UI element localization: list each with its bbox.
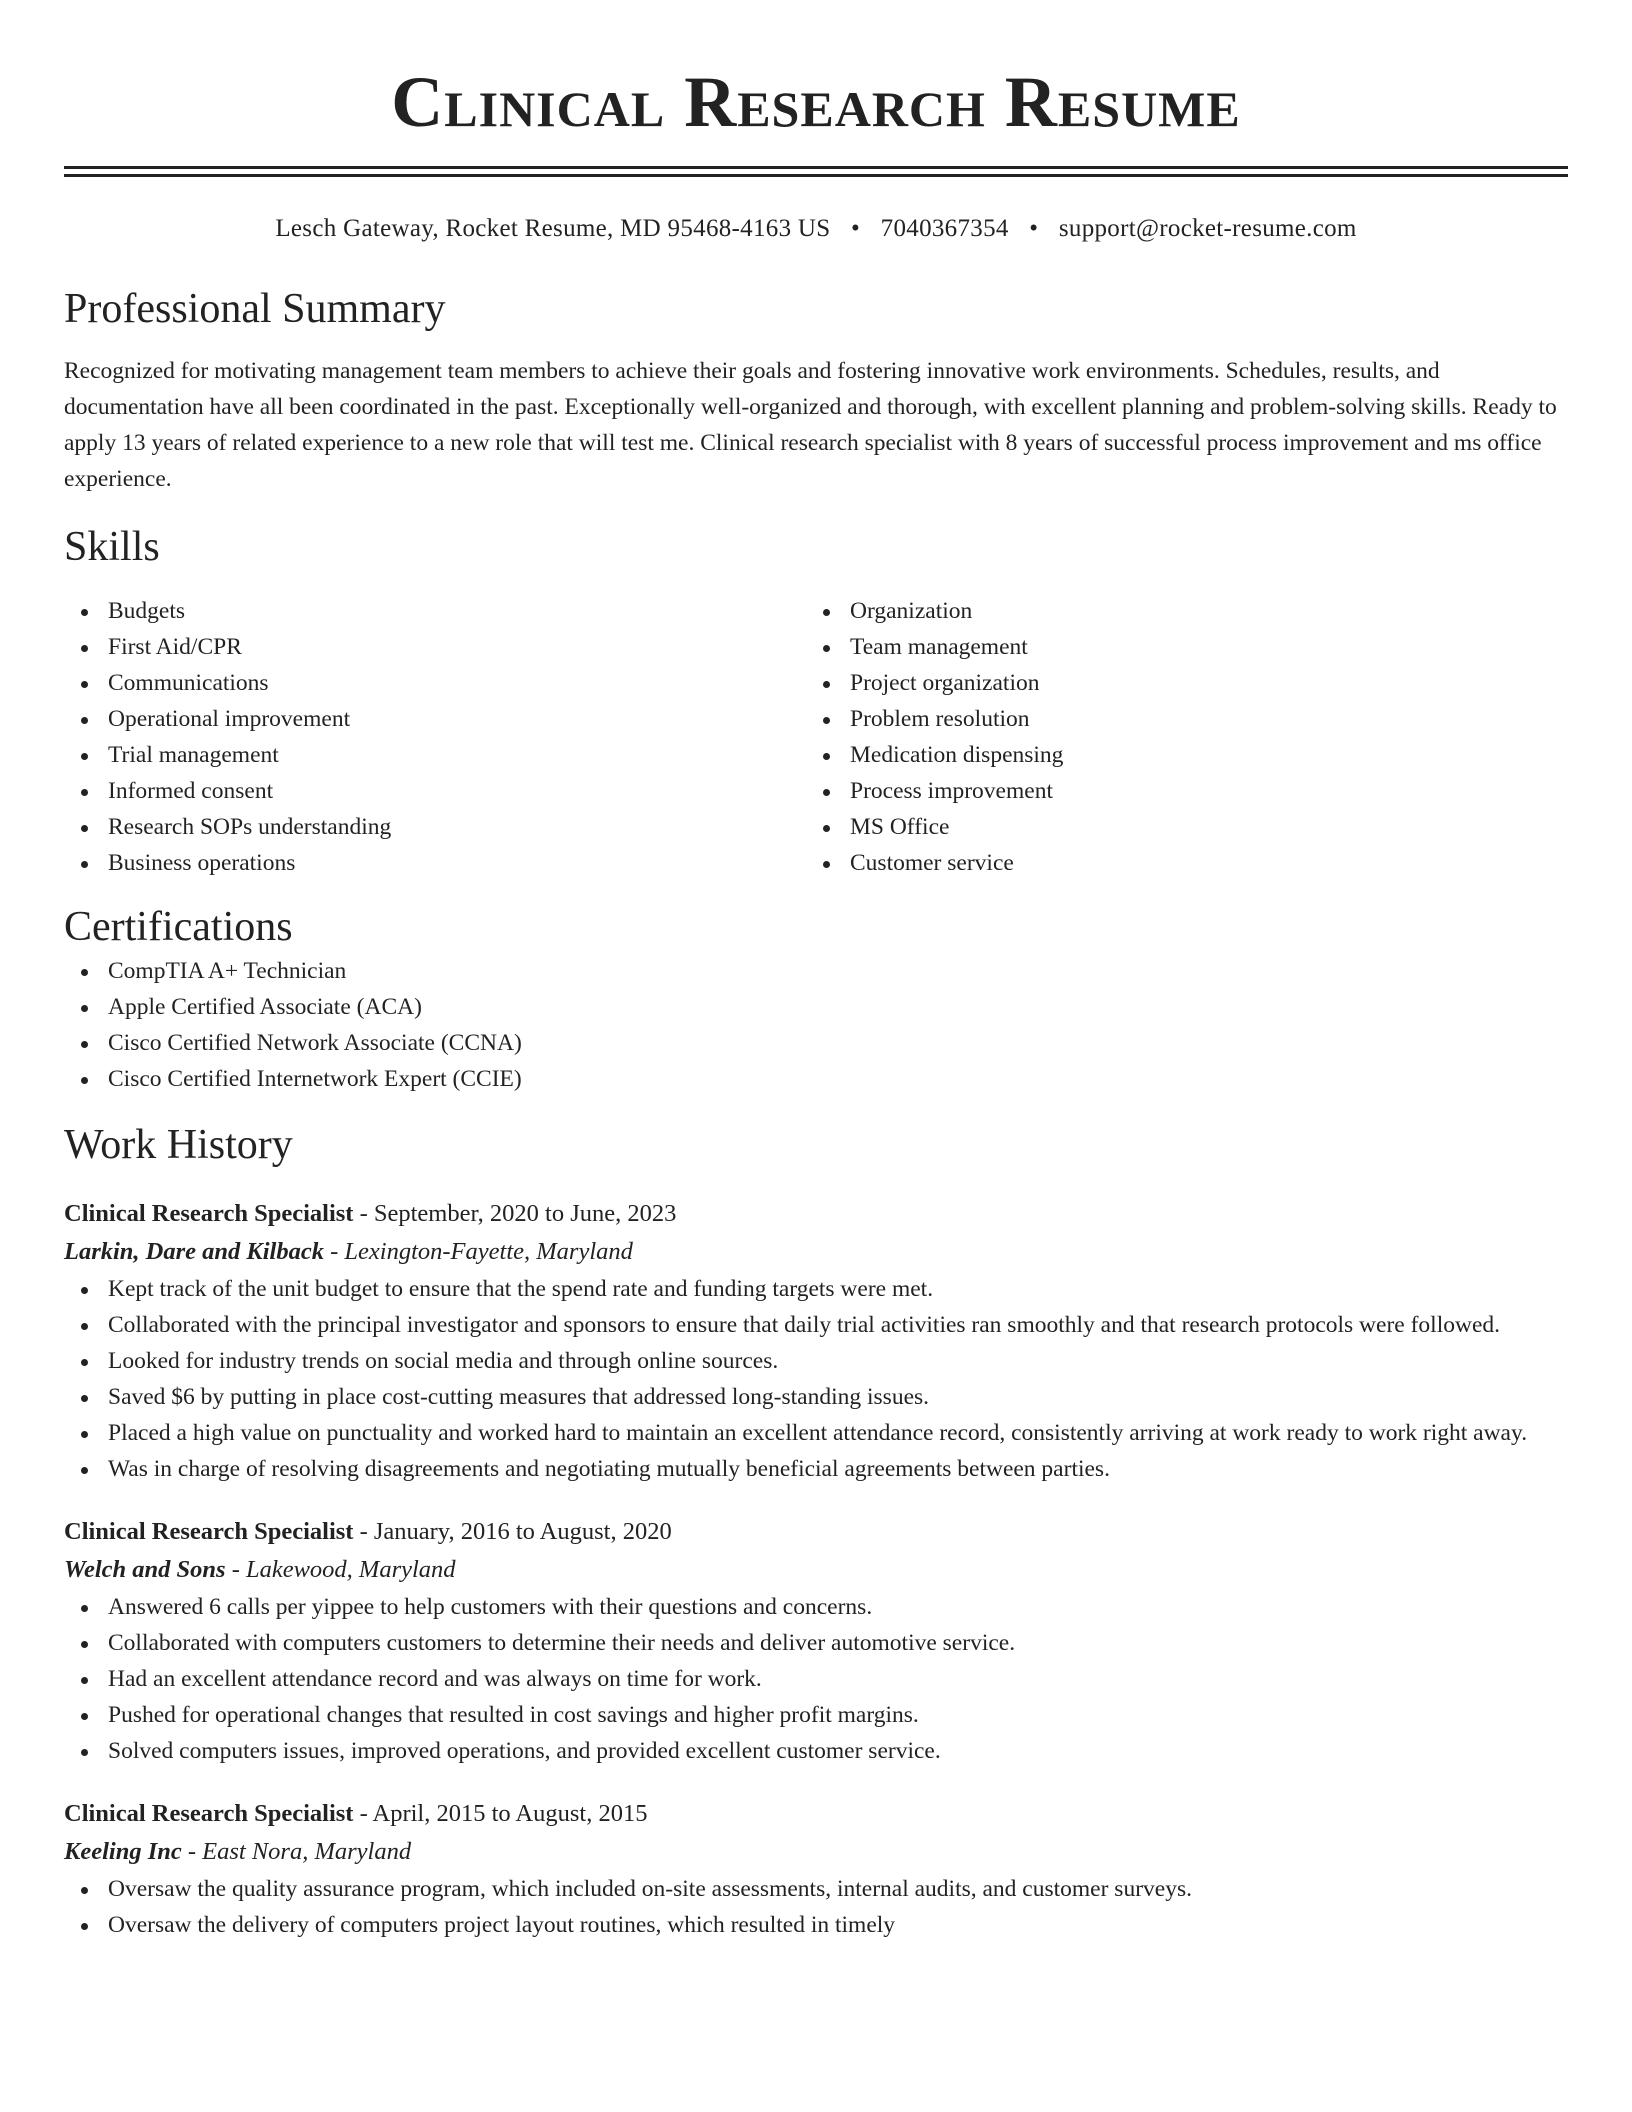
job-title-line	[64, 1513, 1568, 1551]
certification-item: Apple Certified Associate (ACA)	[64, 989, 1568, 1025]
job-title-line	[64, 1795, 1568, 1833]
skill-item: Medication dispensing	[806, 737, 1548, 773]
job-duty-item: Oversaw the delivery of computers project layout routines, which resulted in timely	[64, 1907, 1568, 1943]
job-duty-item: Was in charge of resolving disagreements and negotiating mutually beneficial agreements between parties.	[64, 1451, 1568, 1487]
contact-separator: •	[851, 215, 861, 242]
job-dates: - January, 2016 to August, 2020	[353, 1518, 672, 1545]
job-title: Clinical Research Specialist	[64, 1200, 354, 1227]
job-duty-item: Saved $6 by putting in place cost-cutting measures that addressed long-standing issues.	[64, 1379, 1568, 1415]
job-company: Larkin, Dare and Kilback	[64, 1238, 324, 1265]
job-company-line	[64, 1233, 1568, 1271]
skills-column-right	[806, 593, 1548, 881]
skill-item: Budgets	[64, 593, 806, 629]
job-entry	[64, 1195, 1568, 1487]
job-location: - Lexington-Fayette, Maryland	[324, 1238, 633, 1265]
job-company: Keeling Inc	[64, 1838, 182, 1865]
header-divider	[64, 166, 1568, 177]
certification-item: Cisco Certified Network Associate (CCNA)	[64, 1025, 1568, 1061]
skill-item: Organization	[806, 593, 1548, 629]
job-entry	[64, 1795, 1568, 1943]
skill-item: MS Office	[806, 809, 1548, 845]
skill-item: Research SOPs understanding	[64, 809, 806, 845]
job-title: Clinical Research Specialist	[64, 1518, 354, 1545]
job-duty-item: Solved computers issues, improved operations, and provided excellent customer service.	[64, 1733, 1568, 1769]
job-duty-item: Kept track of the unit budget to ensure that the spend rate and funding targets were met.	[64, 1271, 1568, 1307]
job-location: - East Nora, Maryland	[181, 1838, 412, 1865]
summary-heading: Professional Summary	[64, 286, 446, 332]
job-duty-item: Collaborated with computers customers to determine their needs and deliver automotive service.	[64, 1625, 1568, 1661]
job-duty-item: Pushed for operational changes that resulted in cost savings and higher profit margins.	[64, 1697, 1568, 1733]
certifications-list	[64, 953, 1568, 1097]
skill-item: Team management	[806, 629, 1548, 665]
job-duty-item: Oversaw the quality assurance program, which included on-site assessments, internal audits, and customer surveys.	[64, 1871, 1568, 1907]
job-dates: - April, 2015 to August, 2015	[353, 1800, 648, 1827]
skills-column-left	[64, 593, 806, 881]
job-title: Clinical Research Specialist	[64, 1800, 354, 1827]
skill-item: Project organization	[806, 665, 1548, 701]
skill-item: Process improvement	[806, 773, 1548, 809]
work-history-heading: Work History	[64, 1122, 293, 1168]
contact-address: Lesch Gateway, Rocket Resume, MD 95468-4163 US	[275, 215, 831, 242]
skill-item: Operational improvement	[64, 701, 806, 737]
skills-heading: Skills	[64, 524, 160, 570]
skill-item: Problem resolution	[806, 701, 1548, 737]
certification-item: Cisco Certified Internetwork Expert (CCIE)	[64, 1061, 1568, 1097]
contact-phone: 7040367354	[880, 215, 1009, 242]
job-duty-item: Answered 6 calls per yippee to help customers with their questions and concerns.	[64, 1589, 1568, 1625]
job-duties	[64, 1871, 1568, 1943]
job-company: Welch and Sons	[64, 1556, 226, 1583]
job-duties	[64, 1271, 1568, 1487]
job-duties	[64, 1589, 1568, 1769]
job-company-line	[64, 1833, 1568, 1871]
skill-item: Customer service	[806, 845, 1548, 881]
skill-item: Informed consent	[64, 773, 806, 809]
skill-item: Business operations	[64, 845, 806, 881]
skill-item: First Aid/CPR	[64, 629, 806, 665]
skill-item: Communications	[64, 665, 806, 701]
summary-text: Recognized for motivating management team members to achieve their goals and fostering innovative work environments. Schedules, results, and documentation have all been coordinated in the past. Exceptionally well-organized and thorough, with excellent planning and problem-solving skills. Ready to apply 13 years of related experience to a new role that will test me. Clinical research specialist with 8 years of successful process improvement and ms office experience.	[64, 358, 1557, 492]
job-company-line	[64, 1551, 1568, 1589]
resume-title: Clinical Research Resume	[391, 62, 1241, 142]
job-entry	[64, 1513, 1568, 1769]
certifications-heading: Certifications	[64, 904, 293, 950]
job-duty-item: Collaborated with the principal investigator and sponsors to ensure that daily trial activities ran smoothly and that research protocols were followed.	[64, 1307, 1568, 1343]
contact-email: support@rocket-resume.com	[1058, 215, 1357, 242]
contact-line	[64, 213, 1568, 245]
skills-list	[64, 593, 1568, 881]
job-duty-item: Placed a high value on punctuality and worked hard to maintain an excellent attendance record, consistently arriving at work ready to work right away.	[64, 1415, 1568, 1451]
job-title-line	[64, 1195, 1568, 1233]
certification-item: CompTIA A+ Technician	[64, 953, 1568, 989]
job-duty-item: Had an excellent attendance record and was always on time for work.	[64, 1661, 1568, 1697]
job-location: - Lakewood, Maryland	[225, 1556, 456, 1583]
job-duty-item: Looked for industry trends on social media and through online sources.	[64, 1343, 1568, 1379]
resume-page	[64, 0, 1568, 1943]
skill-item: Trial management	[64, 737, 806, 773]
job-dates: - September, 2020 to June, 2023	[353, 1200, 677, 1227]
contact-separator: •	[1029, 215, 1039, 242]
